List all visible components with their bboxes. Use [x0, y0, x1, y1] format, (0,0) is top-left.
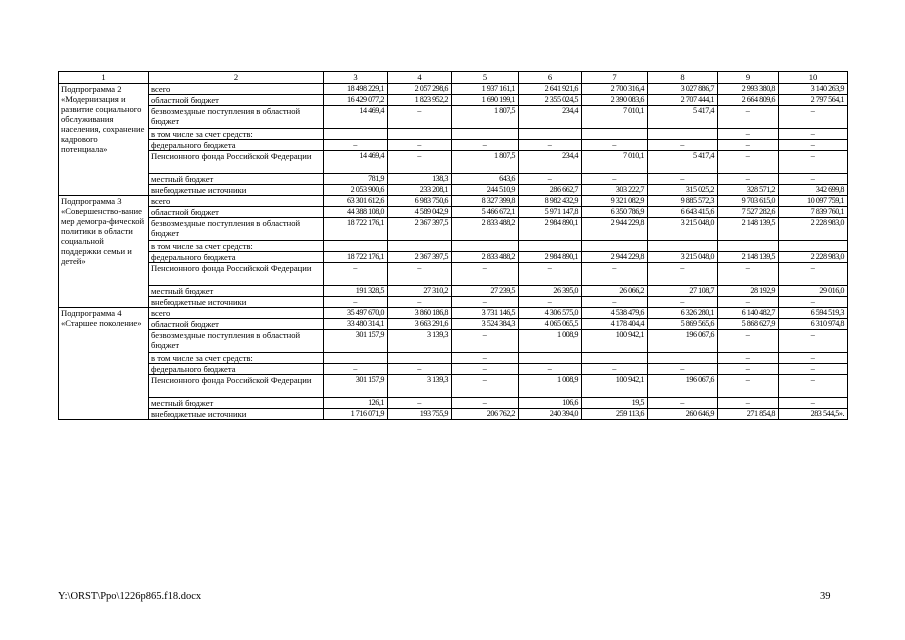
column-number-8: 8	[648, 72, 718, 84]
amount-cell	[519, 129, 582, 140]
funding-source-label: в том числе за счет средств:	[149, 353, 324, 364]
amount-cell: 8 327 399,8	[452, 196, 519, 207]
amount-cell: 9 321 082,9	[582, 196, 648, 207]
amount-cell: 271 854,8	[718, 409, 779, 420]
amount-cell: 259 113,6	[582, 409, 648, 420]
amount-cell: 5 868 627,9	[718, 319, 779, 330]
amount-cell: –	[582, 364, 648, 375]
amount-cell: 3 860 186,8	[388, 308, 452, 319]
amount-cell: 1 716 071,9	[324, 409, 388, 420]
amount-cell: 196 067,6	[648, 330, 718, 353]
amount-cell: 100 942,1	[582, 330, 648, 353]
amount-cell: –	[519, 263, 582, 286]
amount-cell: 206 762,2	[452, 409, 519, 420]
amount-cell: –	[779, 174, 848, 185]
amount-cell: –	[324, 364, 388, 375]
funding-source-label: в том числе за счет средств:	[149, 241, 324, 252]
amount-cell: 5 971 147,8	[519, 207, 582, 218]
amount-cell	[519, 353, 582, 364]
amount-cell	[582, 353, 648, 364]
amount-cell: 260 646,9	[648, 409, 718, 420]
amount-cell: 4 538 479,6	[582, 308, 648, 319]
amount-cell: –	[519, 140, 582, 151]
amount-cell: 63 301 612,6	[324, 196, 388, 207]
amount-cell: –	[519, 364, 582, 375]
amount-cell: –	[648, 263, 718, 286]
amount-cell	[648, 353, 718, 364]
funding-source-label: федерального бюджета	[149, 364, 324, 375]
amount-cell: 2 944 229,8	[582, 252, 648, 263]
amount-cell: 2 355 024,5	[519, 95, 582, 106]
amount-cell: 315 025,2	[648, 185, 718, 196]
amount-cell: 33 480 314,1	[324, 319, 388, 330]
amount-cell: 5 417,4	[648, 106, 718, 129]
amount-cell: 9 885 572,3	[648, 196, 718, 207]
amount-cell: 2 390 083,6	[582, 95, 648, 106]
amount-cell	[582, 129, 648, 140]
amount-cell: 8 982 432,9	[519, 196, 582, 207]
amount-cell: –	[388, 263, 452, 286]
amount-cell	[718, 241, 779, 252]
amount-cell: –	[582, 174, 648, 185]
amount-cell: 7 527 282,6	[718, 207, 779, 218]
amount-cell: 2 367 397,5	[388, 252, 452, 263]
amount-cell: –	[648, 140, 718, 151]
amount-cell: 2 797 564,1	[779, 95, 848, 106]
table-row	[59, 252, 848, 263]
amount-cell: 1 008,9	[519, 375, 582, 398]
funding-source-label: внебюджетные источники	[149, 409, 324, 420]
program-name: Подпрограмма 4 «Старшее поколение»	[59, 308, 149, 420]
amount-cell: –	[648, 297, 718, 308]
amount-cell: 3 140 263,9	[779, 84, 848, 95]
amount-cell: –	[779, 364, 848, 375]
amount-cell: 3 215 048,0	[648, 252, 718, 263]
amount-cell	[324, 241, 388, 252]
amount-cell: 2 228 983,0	[779, 218, 848, 241]
table-row	[59, 241, 848, 252]
amount-cell	[324, 129, 388, 140]
amount-cell: 3 215 048,0	[648, 218, 718, 241]
amount-cell: 233 208,1	[388, 185, 452, 196]
amount-cell	[452, 241, 519, 252]
amount-cell: 4 178 404,4	[582, 319, 648, 330]
amount-cell: –	[388, 106, 452, 129]
amount-cell: 1 937 161,1	[452, 84, 519, 95]
amount-cell: –	[452, 375, 519, 398]
amount-cell: 234,4	[519, 106, 582, 129]
amount-cell	[452, 129, 519, 140]
amount-cell: –	[452, 263, 519, 286]
amount-cell: 286 662,7	[519, 185, 582, 196]
table-row	[59, 297, 848, 308]
funding-source-label: Пенсионного фонда Российской Федерации	[149, 375, 324, 398]
amount-cell	[519, 241, 582, 252]
amount-cell: 2 944 229,8	[582, 218, 648, 241]
funding-source-label: местный бюджет	[149, 286, 324, 297]
column-number-10: 10	[779, 72, 848, 84]
amount-cell	[388, 241, 452, 252]
amount-cell: –	[519, 297, 582, 308]
table-row	[59, 95, 848, 106]
funding-source-label: всего	[149, 308, 324, 319]
amount-cell: 193 755,9	[388, 409, 452, 420]
table-row	[59, 319, 848, 330]
table-row	[59, 207, 848, 218]
table-row	[59, 84, 848, 95]
amount-cell: 7 010,1	[582, 151, 648, 174]
amount-cell: –	[718, 106, 779, 129]
amount-cell: 1 807,5	[452, 151, 519, 174]
funding-source-label: безвозмездные поступления в областной бюджет	[149, 330, 324, 353]
amount-cell: 283 544,5».	[779, 409, 848, 420]
column-number-1: 1	[59, 72, 149, 84]
amount-cell: 5 466 672,1	[452, 207, 519, 218]
amount-cell: 2 057 298,6	[388, 84, 452, 95]
page-number: 39	[820, 591, 831, 602]
amount-cell: 35 497 670,0	[324, 308, 388, 319]
amount-cell: –	[718, 151, 779, 174]
amount-cell: –	[779, 129, 848, 140]
funding-source-label: всего	[149, 84, 324, 95]
amount-cell: –	[718, 330, 779, 353]
amount-cell: –	[779, 398, 848, 409]
funding-source-label: местный бюджет	[149, 174, 324, 185]
amount-cell: –	[718, 129, 779, 140]
program-name: Подпрограмма 2 «Модернизация и развитие социального обслуживания населения, сохранение кадрового потенциала»	[59, 84, 149, 196]
amount-cell: 2 228 983,0	[779, 252, 848, 263]
amount-cell: –	[388, 151, 452, 174]
amount-cell: 234,4	[519, 151, 582, 174]
amount-cell: –	[779, 140, 848, 151]
amount-cell: –	[779, 151, 848, 174]
amount-cell: 9 703 615,0	[718, 196, 779, 207]
amount-cell: 18 498 229,1	[324, 84, 388, 95]
column-number-row	[59, 72, 848, 84]
amount-cell: 6 350 786,9	[582, 207, 648, 218]
funding-source-label: в том числе за счет средств:	[149, 129, 324, 140]
amount-cell: 28 192,9	[718, 286, 779, 297]
budget-table	[58, 71, 848, 420]
amount-cell: 5 869 565,6	[648, 319, 718, 330]
amount-cell: 240 394,0	[519, 409, 582, 420]
amount-cell: –	[452, 398, 519, 409]
funding-source-label: Пенсионного фонда Российской Федерации	[149, 263, 324, 286]
amount-cell: 3 027 886,7	[648, 84, 718, 95]
amount-cell: 2 053 900,6	[324, 185, 388, 196]
amount-cell: –	[718, 398, 779, 409]
table-row	[59, 330, 848, 353]
amount-cell: –	[388, 297, 452, 308]
amount-cell: –	[648, 174, 718, 185]
amount-cell: –	[324, 297, 388, 308]
amount-cell: 2 664 809,6	[718, 95, 779, 106]
table-row	[59, 375, 848, 398]
amount-cell: 27 310,2	[388, 286, 452, 297]
amount-cell: –	[452, 140, 519, 151]
column-number-7: 7	[582, 72, 648, 84]
amount-cell: 3 524 384,3	[452, 319, 519, 330]
amount-cell	[324, 353, 388, 364]
amount-cell: 3 663 291,6	[388, 319, 452, 330]
amount-cell: –	[779, 106, 848, 129]
amount-cell: 138,3	[388, 174, 452, 185]
amount-cell: 244 510,9	[452, 185, 519, 196]
amount-cell: 4 589 042,9	[388, 207, 452, 218]
amount-cell: 44 388 108,0	[324, 207, 388, 218]
column-number-3: 3	[324, 72, 388, 84]
funding-source-label: всего	[149, 196, 324, 207]
amount-cell: 2 984 890,1	[519, 252, 582, 263]
funding-source-label: безвозмездные поступления в областной бюджет	[149, 106, 324, 129]
funding-source-label: безвозмездные поступления в областной бюджет	[149, 218, 324, 241]
amount-cell: 3 731 146,5	[452, 308, 519, 319]
amount-cell: 2 833 488,2	[452, 218, 519, 241]
amount-cell: 303 222,7	[582, 185, 648, 196]
amount-cell: 301 157,9	[324, 375, 388, 398]
amount-cell	[648, 129, 718, 140]
funding-source-label: Пенсионного фонда Российской Федерации	[149, 151, 324, 174]
amount-cell: 2 148 139,5	[718, 252, 779, 263]
amount-cell: –	[582, 263, 648, 286]
amount-cell: 2 641 921,6	[519, 84, 582, 95]
funding-source-label: внебюджетные источники	[149, 297, 324, 308]
amount-cell: –	[324, 263, 388, 286]
amount-cell: –	[648, 364, 718, 375]
table-row	[59, 140, 848, 151]
column-number-6: 6	[519, 72, 582, 84]
amount-cell: 10 097 759,1	[779, 196, 848, 207]
amount-cell: 3 139,3	[388, 375, 452, 398]
amount-cell: –	[718, 140, 779, 151]
amount-cell: 126,1	[324, 398, 388, 409]
amount-cell: 27 108,7	[648, 286, 718, 297]
amount-cell	[388, 353, 452, 364]
amount-cell	[388, 129, 452, 140]
amount-cell: 2 700 316,4	[582, 84, 648, 95]
amount-cell: 6 983 750,6	[388, 196, 452, 207]
amount-cell: –	[779, 263, 848, 286]
amount-cell: –	[718, 364, 779, 375]
table-row	[59, 129, 848, 140]
amount-cell: 16 429 077,2	[324, 95, 388, 106]
amount-cell: –	[779, 353, 848, 364]
funding-source-label: внебюджетные источники	[149, 185, 324, 196]
amount-cell: –	[779, 297, 848, 308]
amount-cell: 18 722 176,1	[324, 252, 388, 263]
amount-cell: –	[324, 140, 388, 151]
amount-cell: –	[582, 297, 648, 308]
program-name: Подпрограмма 3 «Совершенство-вание мер демогра-фической политики в области социальной поддержки семьи и детей»	[59, 196, 149, 308]
amount-cell: 2 993 380,8	[718, 84, 779, 95]
amount-cell: 643,6	[452, 174, 519, 185]
amount-cell: –	[388, 364, 452, 375]
amount-cell: –	[452, 297, 519, 308]
amount-cell	[582, 241, 648, 252]
amount-cell: 26 066,2	[582, 286, 648, 297]
table-row	[59, 409, 848, 420]
table-row	[59, 185, 848, 196]
amount-cell: –	[718, 263, 779, 286]
amount-cell: 29 016,0	[779, 286, 848, 297]
amount-cell: 14 469,4	[324, 151, 388, 174]
amount-cell: 1 690 199,1	[452, 95, 519, 106]
column-number-2: 2	[149, 72, 324, 84]
funding-source-label: местный бюджет	[149, 398, 324, 409]
table-row	[59, 196, 848, 207]
amount-cell: 2 367 397,5	[388, 218, 452, 241]
amount-cell: 301 157,9	[324, 330, 388, 353]
amount-cell: 18 722 176,1	[324, 218, 388, 241]
amount-cell: 6 140 482,7	[718, 308, 779, 319]
amount-cell: 19,5	[582, 398, 648, 409]
amount-cell: 1 823 952,2	[388, 95, 452, 106]
amount-cell: 7 010,1	[582, 106, 648, 129]
table-row	[59, 174, 848, 185]
amount-cell: –	[718, 353, 779, 364]
amount-cell	[648, 241, 718, 252]
amount-cell: 14 469,4	[324, 106, 388, 129]
amount-cell: –	[388, 140, 452, 151]
amount-cell: –	[388, 398, 452, 409]
table-row	[59, 398, 848, 409]
file-path: Y:\ORST\Ppo\1226p865.f18.docx	[58, 591, 202, 602]
amount-cell: 1 807,5	[452, 106, 519, 129]
amount-cell: –	[519, 174, 582, 185]
amount-cell: 328 571,2	[718, 185, 779, 196]
amount-cell: 191 328,5	[324, 286, 388, 297]
amount-cell: 7 839 760,1	[779, 207, 848, 218]
amount-cell: –	[718, 297, 779, 308]
amount-cell: 4 306 575,0	[519, 308, 582, 319]
table-row	[59, 106, 848, 129]
amount-cell: 2 148 139,5	[718, 218, 779, 241]
table-row	[59, 353, 848, 364]
column-number-5: 5	[452, 72, 519, 84]
amount-cell: 2 984 890,1	[519, 218, 582, 241]
amount-cell: 106,6	[519, 398, 582, 409]
amount-cell: 100 942,1	[582, 375, 648, 398]
column-number-4: 4	[388, 72, 452, 84]
amount-cell: 26 395,0	[519, 286, 582, 297]
amount-cell: 6 310 974,8	[779, 319, 848, 330]
amount-cell: –	[718, 174, 779, 185]
table-row	[59, 263, 848, 286]
amount-cell: –	[452, 364, 519, 375]
amount-cell: 3 139,3	[388, 330, 452, 353]
amount-cell: –	[452, 353, 519, 364]
funding-source-label: областной бюджет	[149, 319, 324, 330]
amount-cell: 2 833 488,2	[452, 252, 519, 263]
table-row	[59, 308, 848, 319]
funding-source-label: областной бюджет	[149, 207, 324, 218]
funding-source-label: федерального бюджета	[149, 252, 324, 263]
amount-cell: –	[452, 330, 519, 353]
funding-source-label: федерального бюджета	[149, 140, 324, 151]
amount-cell: 6 643 415,6	[648, 207, 718, 218]
table-row	[59, 286, 848, 297]
table-row	[59, 364, 848, 375]
amount-cell	[779, 241, 848, 252]
amount-cell: –	[779, 330, 848, 353]
funding-source-label: областной бюджет	[149, 95, 324, 106]
table-row	[59, 218, 848, 241]
column-number-9: 9	[718, 72, 779, 84]
amount-cell: 196 067,6	[648, 375, 718, 398]
amount-cell: 1 008,9	[519, 330, 582, 353]
amount-cell: 342 699,8	[779, 185, 848, 196]
amount-cell: –	[718, 375, 779, 398]
amount-cell: 4 065 065,5	[519, 319, 582, 330]
table-row	[59, 151, 848, 174]
table-body	[59, 72, 848, 420]
amount-cell: 6 326 280,1	[648, 308, 718, 319]
amount-cell: 5 417,4	[648, 151, 718, 174]
amount-cell: 27 239,5	[452, 286, 519, 297]
amount-cell: 6 594 519,3	[779, 308, 848, 319]
amount-cell: –	[779, 375, 848, 398]
amount-cell: 781,9	[324, 174, 388, 185]
amount-cell: –	[648, 398, 718, 409]
amount-cell: –	[582, 140, 648, 151]
amount-cell: 2 707 444,1	[648, 95, 718, 106]
